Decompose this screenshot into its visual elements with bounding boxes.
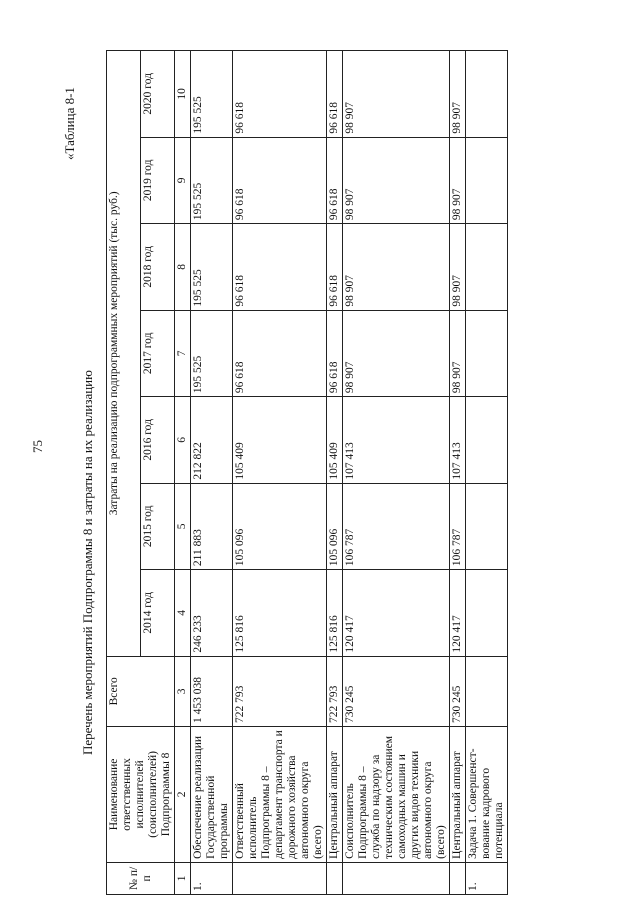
row-value xyxy=(466,483,508,570)
row-value xyxy=(466,310,508,397)
row-total: 730 245 xyxy=(343,656,450,726)
row-value: 96 618 xyxy=(233,51,327,138)
header-row-group xyxy=(107,51,141,895)
row-value xyxy=(466,570,508,657)
column-number: 2 xyxy=(175,727,191,863)
column-number: 10 xyxy=(175,51,191,138)
row-value: 107 413 xyxy=(450,397,466,484)
row-value: 105 409 xyxy=(327,397,343,484)
row-value: 125 816 xyxy=(327,570,343,657)
row-value: 98 907 xyxy=(343,310,450,397)
row-value: 195 525 xyxy=(191,137,233,224)
row-value: 98 907 xyxy=(343,224,450,311)
header-costs-group: Затраты на реализацию подпрограммных мероприятий (тыс. руб.) xyxy=(107,51,141,657)
row-value: 96 618 xyxy=(327,224,343,311)
table-row xyxy=(450,51,466,895)
row-name: Обеспечение реализации Государственной программы xyxy=(191,727,233,863)
table-row xyxy=(233,51,327,895)
row-value: 212 822 xyxy=(191,397,233,484)
row-value: 98 907 xyxy=(450,51,466,138)
row-value: 96 618 xyxy=(233,310,327,397)
column-number: 3 xyxy=(175,656,191,726)
row-value: 246 233 xyxy=(191,570,233,657)
column-number: 4 xyxy=(175,570,191,657)
row-value: 195 525 xyxy=(191,224,233,311)
row-value: 211 883 xyxy=(191,483,233,570)
row-value xyxy=(466,224,508,311)
row-value: 98 907 xyxy=(450,224,466,311)
row-value: 106 787 xyxy=(343,483,450,570)
column-number: 9 xyxy=(175,137,191,224)
row-value: 96 618 xyxy=(233,224,327,311)
column-number: 7 xyxy=(175,310,191,397)
table-row xyxy=(327,51,343,895)
row-num: 1. xyxy=(191,862,233,894)
row-num xyxy=(233,862,327,894)
row-total: 722 793 xyxy=(327,656,343,726)
row-total: 1 453 038 xyxy=(191,656,233,726)
column-number: 5 xyxy=(175,483,191,570)
row-num: 1. xyxy=(466,862,508,894)
row-name: Задача 1. Совершенст-вование кадрового потенциала xyxy=(466,727,508,863)
row-num xyxy=(343,862,450,894)
row-value: 107 413 xyxy=(343,397,450,484)
row-value: 120 417 xyxy=(343,570,450,657)
row-value: 98 907 xyxy=(450,137,466,224)
header-year: 2017 год xyxy=(141,310,175,397)
row-value: 96 618 xyxy=(327,137,343,224)
row-value: 106 787 xyxy=(450,483,466,570)
row-value: 105 096 xyxy=(233,483,327,570)
row-value: 105 409 xyxy=(233,397,327,484)
column-number: 1 xyxy=(175,862,191,894)
row-value: 98 907 xyxy=(450,310,466,397)
row-value: 195 525 xyxy=(191,51,233,138)
header-year: 2015 год xyxy=(141,483,175,570)
row-value xyxy=(466,397,508,484)
row-name: Ответственный исполнитель Подпрограммы 8 – департамент транспорта и дорожного хозяйства автономного округа (всего) xyxy=(233,727,327,863)
row-value: 96 618 xyxy=(327,310,343,397)
row-value xyxy=(466,51,508,138)
column-number: 8 xyxy=(175,224,191,311)
table-row xyxy=(466,51,508,895)
row-num xyxy=(450,862,466,894)
table-label: «Таблица 8-1 xyxy=(62,87,77,160)
header-year: 2018 год xyxy=(141,224,175,311)
row-total: 730 245 xyxy=(450,656,466,726)
header-year: 2020 год xyxy=(141,51,175,138)
row-value: 195 525 xyxy=(191,310,233,397)
row-value: 96 618 xyxy=(327,51,343,138)
row-value: 98 907 xyxy=(343,51,450,138)
row-num xyxy=(327,862,343,894)
header-year: 2016 год xyxy=(141,397,175,484)
document-title: Перечень мероприятий Подпрограммы 8 и затраты на их реализацию xyxy=(80,370,95,755)
costs-table xyxy=(106,50,508,895)
row-name: Центральный аппарат xyxy=(450,727,466,863)
row-value: 98 907 xyxy=(343,137,450,224)
column-number-row xyxy=(175,51,191,895)
header-name: Наименование ответственных исполнителей (соисполнителей) Подпрограммы 8 xyxy=(107,727,175,863)
row-value: 105 096 xyxy=(327,483,343,570)
row-value: 96 618 xyxy=(233,137,327,224)
row-value: 125 816 xyxy=(233,570,327,657)
header-year: 2019 год xyxy=(141,137,175,224)
header-num: № п/п xyxy=(107,862,175,894)
header-total: Всего xyxy=(107,656,175,726)
column-number: 6 xyxy=(175,397,191,484)
row-total: 722 793 xyxy=(233,656,327,726)
row-total xyxy=(466,656,508,726)
table-row xyxy=(191,51,233,895)
row-value: 120 417 xyxy=(450,570,466,657)
row-name: Центральный аппарат xyxy=(327,727,343,863)
header-year: 2014 год xyxy=(141,570,175,657)
table-row xyxy=(343,51,450,895)
row-name: Соисполнитель Подпрограммы 8 – служба по надзору за техническим состоянием самоходных машин и других видов техники автономного округа (всего) xyxy=(343,727,450,863)
row-value xyxy=(466,137,508,224)
page-number: 75 xyxy=(30,440,45,453)
